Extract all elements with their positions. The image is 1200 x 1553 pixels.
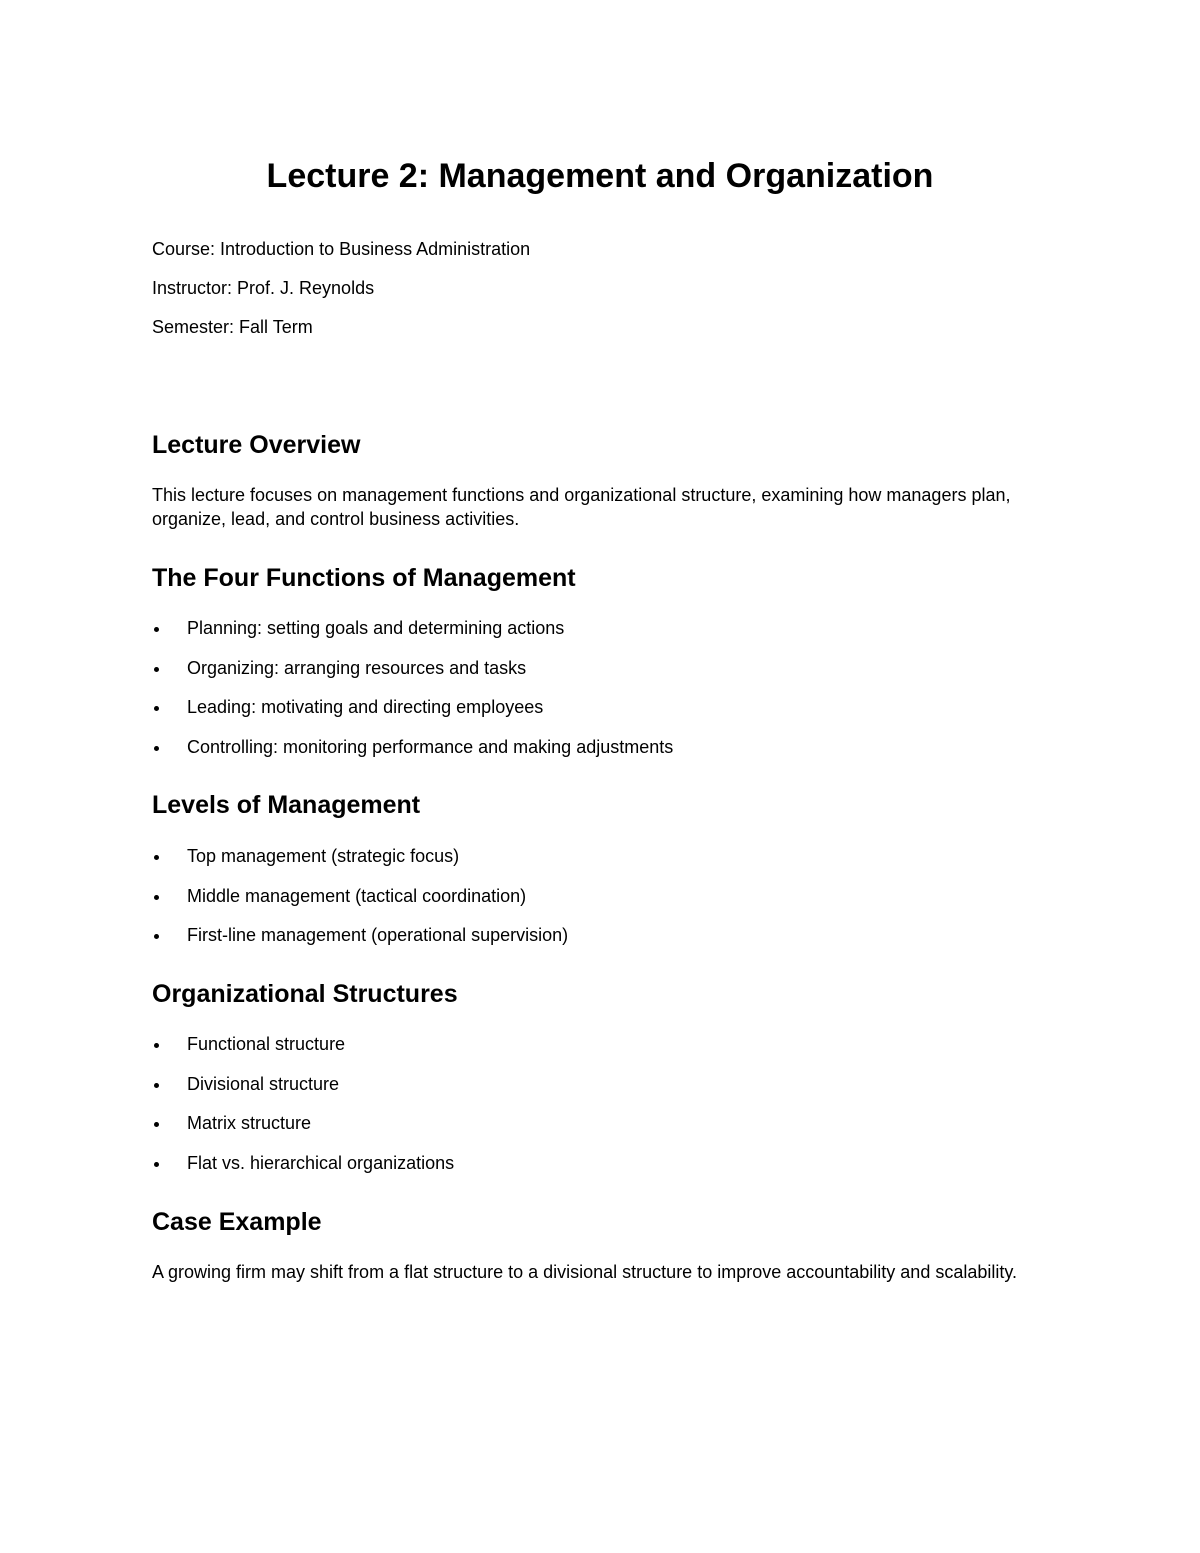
- functions-heading: The Four Functions of Management: [152, 564, 576, 592]
- instructor-line: Instructor: Prof. J. Reynolds: [152, 278, 375, 298]
- list-item-text: Divisional structure: [187, 1073, 340, 1094]
- list-item-text: Controlling: monitoring performance and making adjustments: [187, 736, 674, 757]
- bullet-icon: [154, 855, 159, 860]
- list-item: [152, 656, 673, 696]
- list-item-text: First-line management (operational supervision): [187, 925, 569, 945]
- levels-list: [152, 844, 568, 963]
- list-item-text: Top management (strategic focus): [187, 846, 460, 866]
- bullet-icon: [154, 1043, 159, 1048]
- list-item-text: Planning: setting goals and determining actions: [187, 618, 565, 638]
- bullet-icon: [154, 1083, 159, 1088]
- list-item: [152, 735, 673, 775]
- bullet-icon: [154, 746, 159, 751]
- case-heading: Case Example: [152, 1208, 322, 1236]
- list-item-text: Leading: motivating and directing employees: [187, 697, 544, 717]
- course-line: Course: Introduction to Business Administration: [152, 239, 531, 259]
- bullet-icon: [154, 1162, 159, 1167]
- list-item: [152, 1151, 454, 1191]
- structures-heading: Organizational Structures: [152, 980, 458, 1008]
- list-item: [152, 1032, 454, 1072]
- bullet-icon: [154, 895, 159, 900]
- list-item-text: Functional structure: [187, 1034, 346, 1054]
- overview-heading: Lecture Overview: [152, 431, 361, 459]
- list-item: [152, 1111, 454, 1151]
- list-item-text: Matrix structure: [187, 1113, 312, 1133]
- list-item-text: Flat vs. hierarchical organizations: [187, 1152, 455, 1173]
- bullet-icon: [154, 706, 159, 711]
- overview-paragraph: This lecture focuses on management functions and organizational structure, examining how managers plan, organize, lead, and control business activities.: [152, 485, 1011, 529]
- list-item: [152, 844, 568, 884]
- levels-heading: Levels of Management: [152, 791, 421, 819]
- case-paragraph: A growing firm may shift from a flat structure to a divisional structure to improve accountability and scalability.: [152, 1262, 1018, 1282]
- list-item-text: Organizing: arranging resources and tasks: [187, 657, 527, 678]
- list-item-text: Middle management (tactical coordination): [187, 885, 527, 906]
- list-item: [152, 616, 673, 656]
- bullet-icon: [154, 667, 159, 672]
- bullet-icon: [154, 627, 159, 632]
- list-item: [152, 923, 568, 963]
- page-title: Lecture 2: Management and Organization: [266, 157, 934, 195]
- list-item: [152, 884, 568, 924]
- list-item: [152, 1072, 454, 1112]
- list-item: [152, 695, 673, 735]
- functions-list: [152, 616, 673, 774]
- semester-line: Semester: Fall Term: [152, 317, 313, 337]
- structures-list: [152, 1032, 454, 1190]
- bullet-icon: [154, 934, 159, 939]
- bullet-icon: [154, 1122, 159, 1127]
